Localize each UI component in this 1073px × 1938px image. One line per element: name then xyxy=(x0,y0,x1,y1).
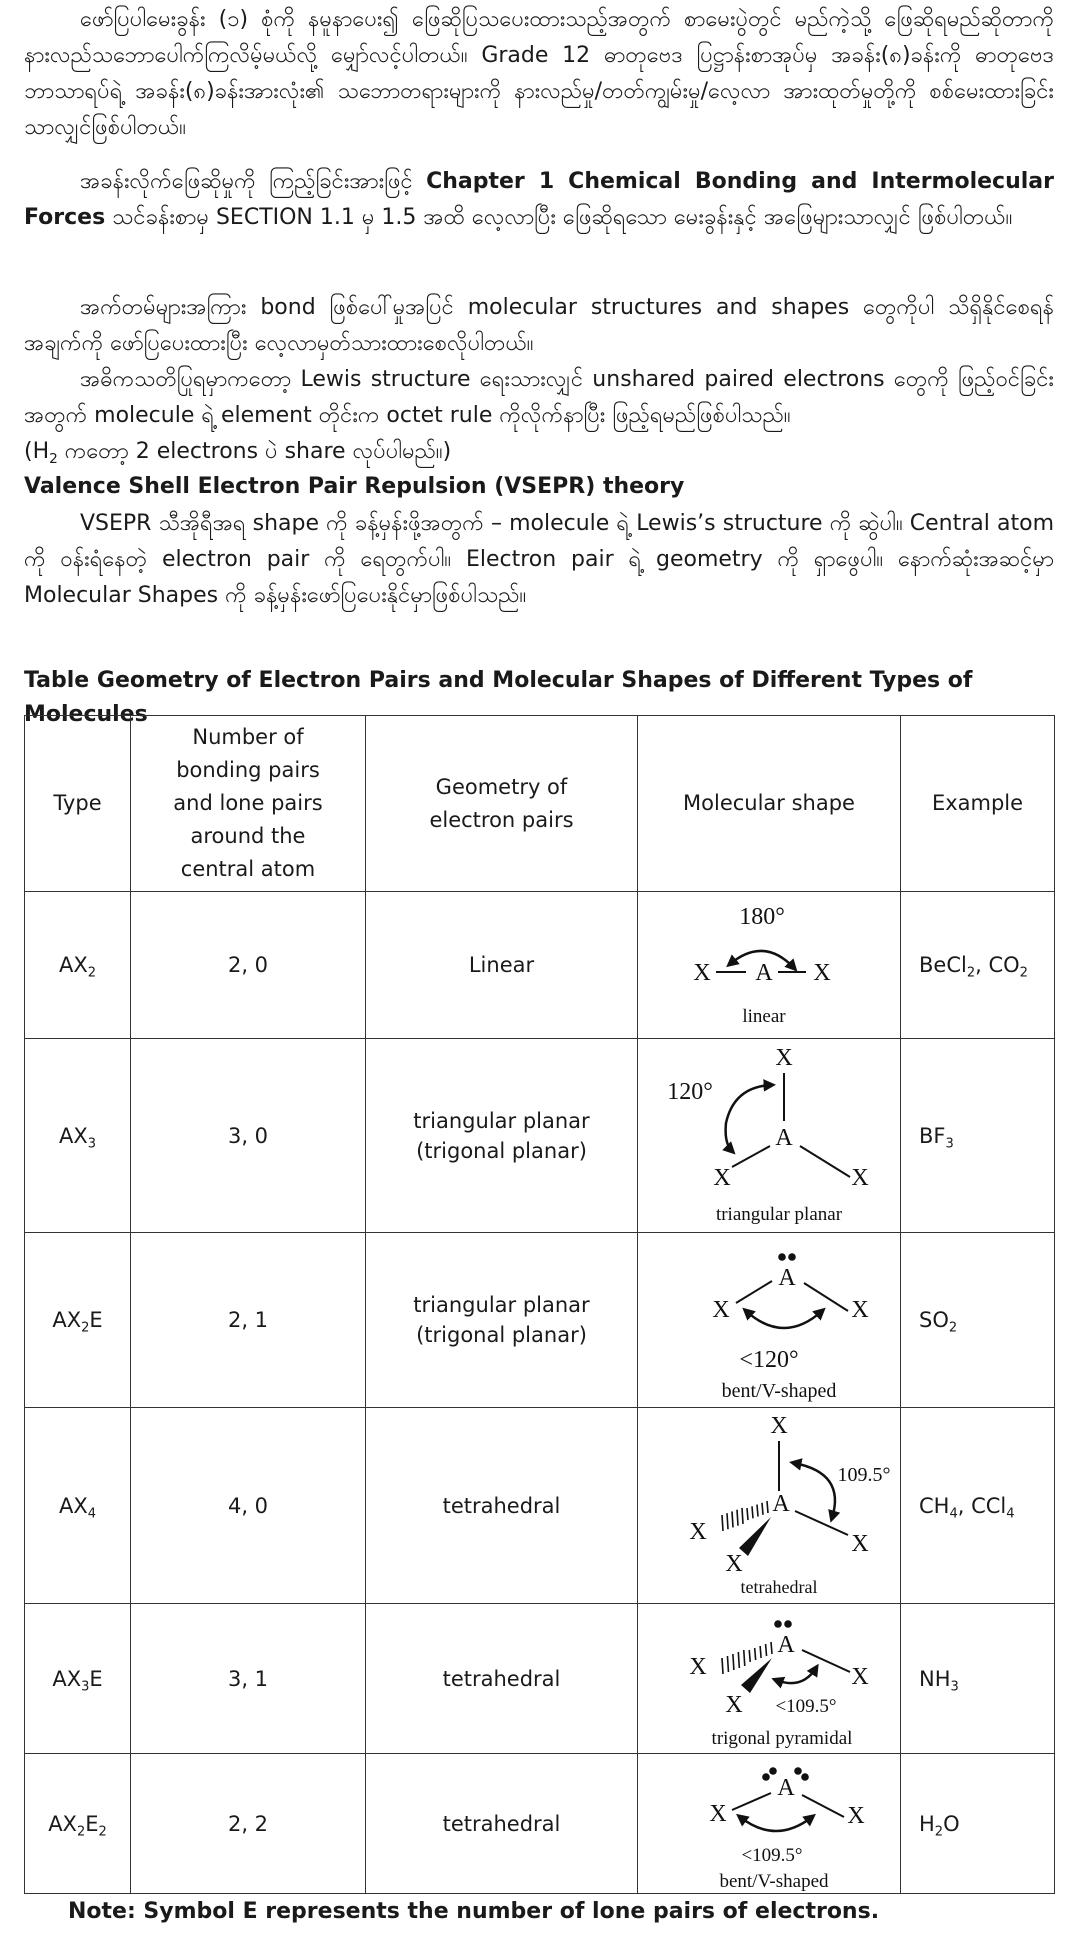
lone-pair-dot xyxy=(788,1253,796,1261)
atom-label: X xyxy=(725,1550,743,1577)
atom-label: X xyxy=(851,1165,869,1191)
lone-pair-dot xyxy=(769,1767,777,1775)
bond-angle-label: 120° xyxy=(667,1079,713,1105)
header-shape: Molecular shape xyxy=(638,716,901,892)
table-header-row xyxy=(25,716,1055,892)
wedge-bond xyxy=(741,1658,772,1693)
cell-type: $AX_2E$ xyxy=(25,1233,131,1408)
triangular-planar-shape-diagram xyxy=(654,1043,884,1228)
cell-type: $AX_4$ xyxy=(25,1408,131,1604)
angle-arrow xyxy=(740,1817,812,1831)
bond-line xyxy=(795,1511,848,1535)
header-example: Example xyxy=(901,716,1055,892)
intro-paragraph: ဖော်ပြပါမေးခွန်း (၁) စုံကို နမူနာပေး၍ ဖြေဆိုပြသပေးထားသည့်အတွက် စာမေးပွဲတွင် မည်ကဲ့သို့ ဖြေဆိုရမည်ဆိုတာကို နားလည်သဘောပေါက်ကြလိမ့်မယ်လို့ မျှော်လင့်ပါတယ်။ Grade 12 ဓာတုဗေဒ ပြဋ္ဌာန်းစာအုပ်မှ အခန်း(၈)ခန်းကို ဓာတုဗေဒဘာသာရပ်ရဲ့ အခန်း(၈)ခန်းအားလုံး၏ သဘောတရားများကို နားလည်မှု/တတ်ကျွမ်းမှု/လေ့လာ အားထုတ်မှုတို့ကို စစ်မေးထားခြင်းသာလျှင်ဖြစ်ပါတယ်။ xyxy=(24,7,1054,140)
cell-type: $AX_2$ xyxy=(25,892,131,1039)
bond-line xyxy=(736,1281,772,1303)
atom-label: X xyxy=(709,1800,727,1827)
bent-shape-diagram xyxy=(654,1235,884,1405)
angle-arrow xyxy=(794,1463,835,1518)
atom-label: X xyxy=(712,1297,730,1323)
cell-geometry: triangular planar (trigonal planar) xyxy=(366,1233,638,1408)
cell-type: $AX_3$ xyxy=(25,1039,131,1233)
lewis-paragraph-main: အဓိကသတိပြုရမှာကတော့ Lewis structure ရေးသားလျှင် unshared paired electrons တွေကို ဖြည့်ဝင်ခြင်းအတွက် molecule ရဲ့ element တိုင်းက octet rule ကိုလိုက်နာပြီး ဖြည့်ရမည်ဖြစ်ပါသည်။ xyxy=(24,367,1054,428)
bond-angle-label: <109.5° xyxy=(741,1844,803,1866)
bond-paragraph: အက်တမ်များအကြား bond ဖြစ်ပေါ်မှုအပြင် molecular structures and shapes တွေကိုပါ သိရှိနိုင်စေရန် အချက်ကို ဖော်ပြပေးထားပြီး လေ့လာမှတ်သားထားစေလိုပါတယ်။ xyxy=(24,295,1054,356)
atom-label: A xyxy=(755,959,773,986)
table-title: Table Geometry of Electron Pairs and Molecular Shapes of Different Types of Molecules xyxy=(24,668,973,727)
cell-shape xyxy=(638,1039,901,1233)
atom-label: X xyxy=(851,1297,869,1323)
atom-label: X xyxy=(689,1518,707,1545)
angle-arrow xyxy=(746,1311,822,1328)
cell-example: $SO_2$ xyxy=(901,1233,1055,1408)
atom-label: X xyxy=(770,1412,788,1439)
atom-label: A xyxy=(777,1631,795,1658)
atom-label: X xyxy=(775,1045,793,1071)
cell-pairs: 4, 0 xyxy=(131,1408,366,1604)
chapter-paragraph-lead: အခန်းလိုက်ဖြေဆိုမှုကို ကြည့်ခြင်းအားဖြင့် xyxy=(80,169,427,194)
table-row xyxy=(25,1604,1055,1754)
lewis-paragraph xyxy=(24,362,1054,434)
bond-angle-label: <120° xyxy=(739,1347,799,1373)
lone-pair-dot xyxy=(774,1620,782,1628)
cell-type: $AX_3E$ xyxy=(25,1604,131,1754)
cell-geometry: triangular planar (trigonal planar) xyxy=(366,1039,638,1233)
cell-example: $BF_3$ xyxy=(901,1039,1055,1233)
cell-type: $AX_2E_2$ xyxy=(25,1754,131,1894)
trigonal-pyramidal-shape-diagram xyxy=(654,1606,884,1752)
atom-label: A xyxy=(777,1774,795,1801)
atom-label: X xyxy=(813,959,831,986)
bond-angle-label: <109.5° xyxy=(775,1695,837,1717)
vsepr-heading: Valence Shell Electron Pair Repulsion (VSEPR) theory xyxy=(24,474,685,499)
table-row xyxy=(25,892,1055,1039)
lone-pair-dot xyxy=(762,1773,770,1781)
vsepr-table xyxy=(24,715,1055,1894)
lone-pair-dot xyxy=(784,1620,792,1628)
cell-example: $H_2O$ xyxy=(901,1754,1055,1894)
bond-line xyxy=(802,1650,850,1672)
lone-pair-dot xyxy=(801,1773,809,1781)
bond-angle-label: 180° xyxy=(739,903,785,930)
cell-example: $CH_4$, CCl$_4$ xyxy=(901,1408,1055,1604)
atom-label: A xyxy=(778,1265,796,1291)
table-row xyxy=(25,1039,1055,1233)
shape-name: trigonal pyramidal xyxy=(711,1727,853,1749)
atom-label: X xyxy=(713,1165,731,1191)
cell-pairs: 3, 1 xyxy=(131,1604,366,1754)
bond-line xyxy=(804,1283,848,1311)
shape-name: tetrahedral xyxy=(740,1576,818,1597)
shape-name: triangular planar xyxy=(715,1204,843,1225)
shape-name: linear xyxy=(742,1005,786,1027)
hydrogen-note-text: ကတော့ 2 electrons ပဲ share လုပ်ပါမည်။) xyxy=(57,439,452,464)
cell-pairs: 2, 2 xyxy=(131,1754,366,1894)
hydrogen-subscript: 2 xyxy=(49,450,58,467)
cell-example: $NH_3$ xyxy=(901,1604,1055,1754)
table-row xyxy=(25,1408,1055,1604)
cell-geometry: Linear xyxy=(366,892,638,1039)
atom-label: A xyxy=(775,1125,793,1151)
atom-label: X xyxy=(689,1653,707,1680)
table-note: Note: Symbol E represents the number of lone pairs of electrons. xyxy=(68,1899,880,1924)
cell-shape xyxy=(638,1233,901,1408)
lone-pair-dot xyxy=(778,1253,786,1261)
cell-shape xyxy=(638,1604,901,1754)
linear-shape-diagram xyxy=(654,898,884,1033)
bond-line xyxy=(802,1795,844,1817)
tetrahedral-shape-diagram xyxy=(654,1411,891,1601)
wedge-bond xyxy=(739,1517,771,1556)
shape-name: bent/V-shaped xyxy=(721,1380,837,1402)
chapter-paragraph xyxy=(24,164,1054,236)
atom-label: X xyxy=(693,959,711,986)
atom-label: X xyxy=(847,1802,865,1829)
bond-line xyxy=(732,1146,770,1167)
chapter-title: Chapter 1 Chemical Bonding and Intermolecular Forces xyxy=(24,169,1054,230)
cell-example: BeCl$_2$, $CO_2$ xyxy=(901,892,1055,1039)
chapter-paragraph-tail: သင်ခန်းစာမှ SECTION 1.1 မှ 1.5 အထိ လေ့လာပြီး ဖြေဆိုရသော မေးခွန်းနှင့် အဖြေများသာလျှင် ဖြစ်ပါတယ်။ xyxy=(105,205,1013,230)
lone-pair-dot xyxy=(794,1767,802,1775)
atom-label: X xyxy=(851,1663,869,1690)
atom-label: X xyxy=(851,1530,869,1557)
header-pairs: Number of bonding pairs and lone pairs around the central atom xyxy=(131,716,366,892)
table-row xyxy=(25,1754,1055,1894)
angle-arrow xyxy=(776,1668,816,1683)
vsepr-paragraph: VSEPR သီအိုရီအရ shape ကို ခန့်မှန်းဖို့အတွက် – molecule ရဲ့ Lewis’s structure ကို ဆွဲပါ။ Central atom ကို ဝန်းရံနေတဲ့ electron pair ကို ရေတွက်ပါ။ Electron pair ရဲ့ geometry ကို ရှာဖွေပါ။ နောက်ဆုံးအဆင့်မှာ Molecular Shapes ကို ခန့်မှန်းဖော်ပြပေးနိုင်မှာဖြစ်ပါသည်။ xyxy=(24,511,1054,608)
atom-label: X xyxy=(725,1691,743,1718)
table-row xyxy=(25,1233,1055,1408)
cell-pairs: 2, 1 xyxy=(131,1233,366,1408)
angle-arrow xyxy=(726,1085,771,1151)
dashed-bond xyxy=(722,1501,768,1531)
bond-line xyxy=(800,1146,850,1177)
header-geometry: Geometry of electron pairs xyxy=(366,716,638,892)
header-type: Type xyxy=(25,716,131,892)
bond-line xyxy=(732,1793,771,1810)
shape-name: bent/V-shaped xyxy=(719,1870,829,1892)
cell-shape xyxy=(638,892,901,1039)
cell-shape xyxy=(638,1754,901,1894)
cell-pairs: 3, 0 xyxy=(131,1039,366,1233)
cell-geometry: tetrahedral xyxy=(366,1754,638,1894)
atom-label: A xyxy=(772,1490,790,1517)
cell-pairs: 2, 0 xyxy=(131,892,366,1039)
cell-geometry: tetrahedral xyxy=(366,1604,638,1754)
bond-angle-label: 109.5° xyxy=(837,1463,891,1486)
hydrogen-formula: (H xyxy=(24,439,50,464)
bent-tetrahedral-shape-diagram xyxy=(654,1755,884,1893)
cell-shape xyxy=(638,1408,901,1604)
hydrogen-note xyxy=(24,434,1054,470)
cell-geometry: tetrahedral xyxy=(366,1408,638,1604)
